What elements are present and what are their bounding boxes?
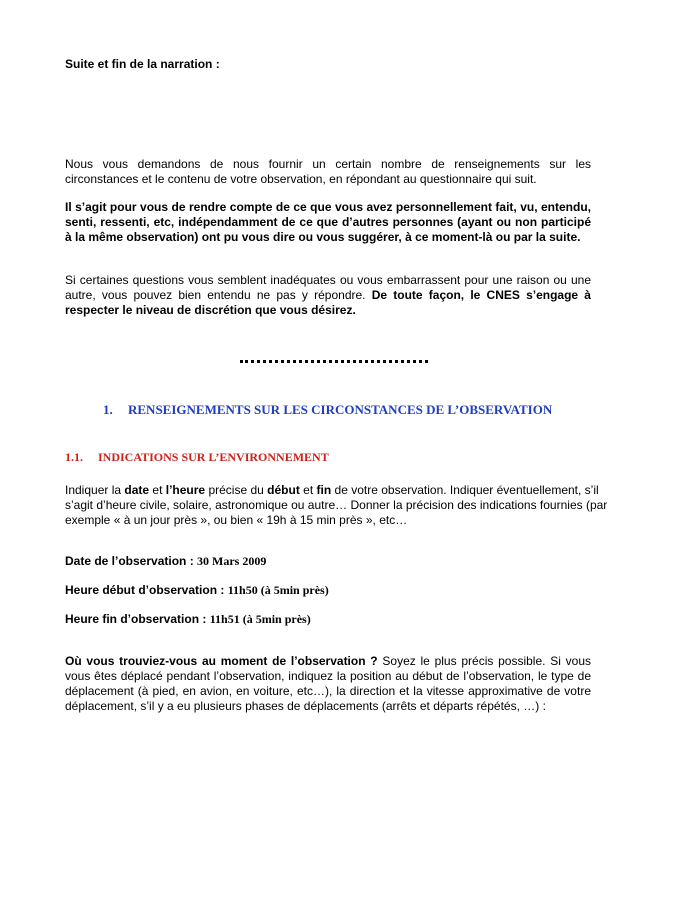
narration-heading: Suite et fin de la narration :: [65, 57, 220, 71]
section-1-heading: [103, 402, 552, 418]
location-question: Où vous trouviez-vous au moment de l’observation ?: [65, 654, 378, 668]
observation-date-value: 30 Mars 2009: [197, 554, 267, 568]
observation-start-label: Heure début d’observation :: [65, 583, 228, 597]
observation-date: [65, 554, 266, 569]
location-paragraph: [65, 654, 591, 714]
dotted-separator: [240, 360, 428, 363]
observation-start-value: 11h50 (à 5min près): [227, 583, 329, 597]
observation-start-time: [65, 583, 329, 598]
location-instructions: Soyez le plus précis possible. Si vous vous êtes déplacé pendant l’observation, indiquez la position au début de l’observation, le type de déplacement (à pied, en avion, en voiture, etc…), la direction et la vitesse approximative de votre déplacement, s’il y a eu plusieurs phases de déplacements (arrêts et départs répétés, …) :: [65, 654, 591, 713]
observation-end-label: Heure fin d’observation :: [65, 612, 210, 626]
section-1-1-number: 1.1.: [65, 450, 83, 464]
intro-paragraph-1: Nous vous demandons de nous fournir un certain nombre de renseignements sur les circonstances et le contenu de votre observation, en répondant au questionnaire qui suit.: [65, 157, 591, 186]
intro-paragraph-3: [65, 273, 591, 318]
section-1-1-heading: [65, 450, 329, 465]
section-1-number: 1.: [103, 402, 113, 417]
section-1-title: RENSEIGNEMENTS SUR LES CIRCONSTANCES DE L’OBSERVATION: [128, 402, 553, 417]
observation-end-value: 11h51 (à 5min près): [209, 612, 311, 626]
intro-paragraph-3-discretion: De toute façon, le CNES s’engage à respecter le niveau de discrétion que vous désirez.: [65, 288, 591, 317]
intro-paragraph-3-text: Si certaines questions vous semblent inadéquates ou vous embarrassent pour une raison ou une autre, vous pouvez bien entendu ne pas y répondre.: [65, 273, 591, 302]
date-time-instructions: Indiquer la date et l’heure précise du début et fin de votre observation. Indiquer éventuellement, s’il s’agit d’heure civile, solaire, astronomique ou autre… Donner la précision des indications fournies (par exemple « à un jour près », ou bien « 19h à 15 min près », etc…: [65, 483, 608, 527]
observation-date-label: Date de l’observation :: [65, 554, 198, 568]
section-1-1-title: INDICATIONS SUR L’ENVIRONNEMENT: [98, 450, 329, 464]
observation-end-time: [65, 612, 311, 627]
intro-paragraph-2: Il s’agit pour vous de rendre compte de ce que vous avez personnellement fait, vu, entendu, senti, ressenti, etc, indépendamment de ce que d’autres personnes (ayant ou non participé à la même observation) ont pu vous dire ou vous suggérer, à ce moment-là ou par la suite.: [65, 200, 591, 244]
